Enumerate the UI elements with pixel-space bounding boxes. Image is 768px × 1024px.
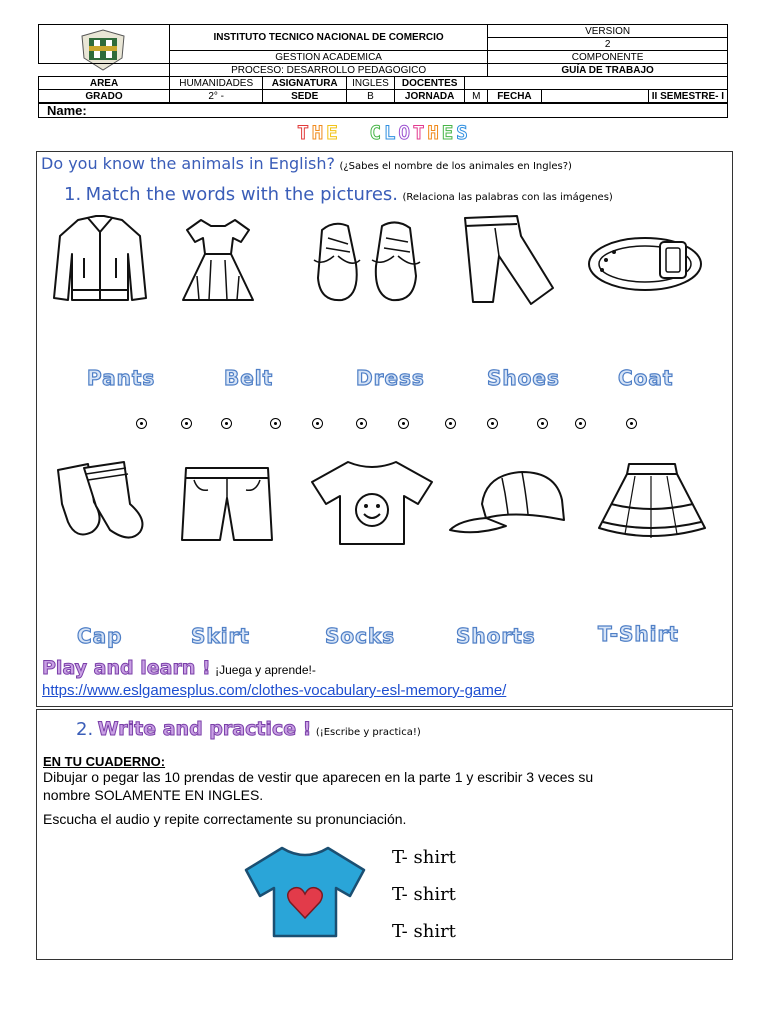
match-dot[interactable] [312,418,323,429]
word-shorts: Shorts [456,624,536,648]
match-dot[interactable] [136,418,147,429]
match-dot[interactable] [537,418,548,429]
skirt-picture [595,458,709,544]
word-socks: Socks [325,624,396,648]
blue-t-shirt-picture [240,842,370,942]
title-letter: H [311,122,327,144]
word-pants: Pants [87,366,156,390]
match-dot[interactable] [445,418,456,429]
area-cell: AREA [39,77,170,90]
word-dress: Dress [356,366,425,390]
sede-cell: SEDE [263,90,347,103]
title-letter: S [456,122,471,144]
belt-picture [584,232,706,296]
title-letter: T [412,122,428,144]
game-link[interactable]: https://www.eslgamesplus.com/clothes-vocabulary-esl-memory-game/ [42,682,507,699]
title-letter: T [297,122,312,144]
sede-value: B [347,90,395,103]
shoes-picture [312,216,424,306]
institution-name: INSTITUTO TECNICO NACIONAL DE COMERCIO [170,25,488,51]
jacket-picture [48,214,152,304]
header-table [38,24,728,103]
match-dot[interactable] [487,418,498,429]
intro-question: Do you know the animals in English? (¿Sabes el nombre de los animales en Ingles?) [41,154,572,173]
name-field[interactable] [38,103,728,118]
version-label: VERSION [488,25,728,38]
title-letter: C [369,122,384,144]
cap-picture [446,470,568,536]
proceso-label: PROCESO: DESARROLLO PEDAGOGICO [170,64,488,77]
docentes-cell: DOCENTES [394,77,465,90]
word-skirt: Skirt [191,624,250,648]
semestre-cell: II SEMESTRE- I [648,90,727,103]
instruction-line-3: Escucha el audio y repite correctamente su pronunciación. [43,811,407,827]
word-cap: Cap [77,624,123,648]
title-letter [341,122,370,144]
match-dot[interactable] [356,418,367,429]
name-label: Name: [47,103,87,118]
grado-value: 2° - [170,90,263,103]
word-shoes: Shoes [487,366,560,390]
cuaderno-label: EN TU CUADERNO: [43,754,166,769]
title-letter: E [441,122,457,144]
title-letter: O [398,122,413,144]
page-title [0,122,768,144]
jornada-cell: JORNADA [394,90,465,103]
asignatura-cell: ASIGNATURA [263,77,347,90]
title-letter: E [326,122,341,144]
match-dot[interactable] [575,418,586,429]
ingles-cell: INGLES [347,77,395,90]
match-dot[interactable] [221,418,232,429]
instruction-line-2: nombre SOLAMENTE EN INGLES. [43,787,264,803]
word-belt: Belt [224,366,274,390]
pants-picture [459,214,557,306]
guia-label: GUÍA DE TRABAJO [488,64,728,77]
area-label: GESTION ACADEMICA [170,51,488,64]
title-letter: H [427,122,442,144]
grado-cell: GRADO [39,90,170,103]
title-letter: L [383,122,399,144]
t-shirt-picture [306,458,438,548]
task-2-heading: 2. Write and practice ! (¡Escribe y practica!) [76,718,421,740]
humanidades-cell: HUMANIDADES [170,77,263,90]
componente-label: COMPONENTE [488,51,728,64]
word-coat: Coat [618,366,674,390]
task-1-heading: 1. Match the words with the pictures. (Relaciona las palabras con las imágenes) [64,184,613,205]
socks-picture [48,460,154,544]
dress-picture [177,216,259,304]
shorts-picture [180,464,274,544]
version-value: 2 [488,38,728,51]
play-and-learn: Play and learn ! ¡Juega y aprende!- [42,657,316,679]
jornada-value: M [465,90,488,103]
match-dot[interactable] [398,418,409,429]
word-t-shirt: T-Shirt [598,622,679,646]
fecha-cell: FECHA [488,90,541,103]
match-dot[interactable] [181,418,192,429]
example-word-2: T- shirt [392,884,456,905]
match-dot[interactable] [270,418,281,429]
instruction-line-1: Dibujar o pegar las 10 prendas de vestir que aparecen en la parte 1 y escribir 3 veces su [43,769,594,785]
section-2-box [36,709,733,960]
example-word-1: T- shirt [392,847,456,868]
match-dot[interactable] [626,418,637,429]
example-word-3: T- shirt [392,921,456,942]
